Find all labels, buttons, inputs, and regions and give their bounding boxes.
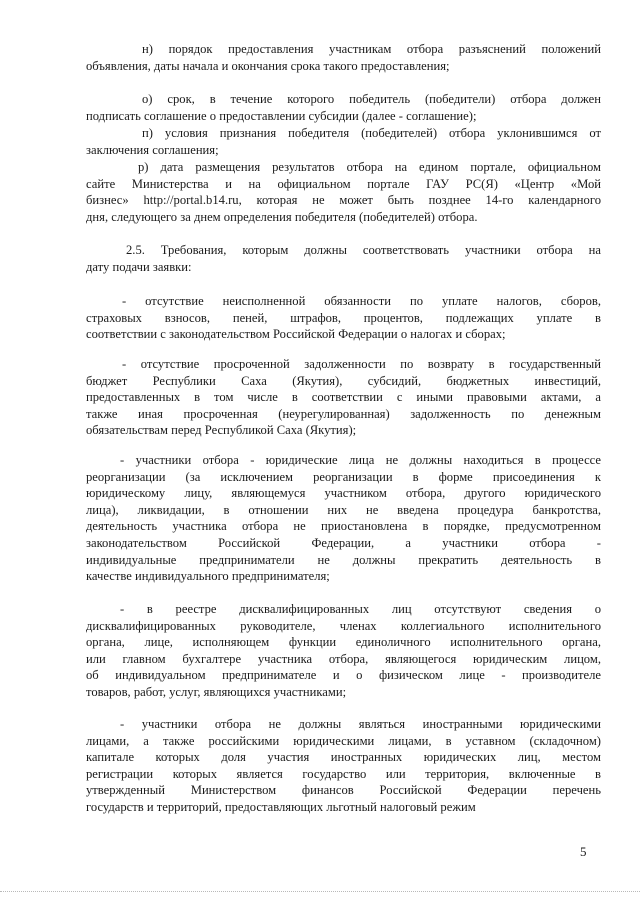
text-line: предоставленных в том числе в соответствии с иными правовыми актами, а (86, 390, 601, 405)
text-line: также иная просроченная (неурегулированная) задолженность по денежным (86, 406, 601, 421)
text-line: законодательством Российской Федерации, а участники отбора - (86, 535, 601, 550)
text-line: сайте Министерства и на официальном портале ГАУ РС(Я) «Центр «Мой (86, 176, 601, 191)
text-line: - отсутствие неисполненной обязанности по уплате налогов, сборов, (122, 294, 601, 308)
text-line: об индивидуальном предпринимателе и о физическом лице - производителе (86, 668, 601, 683)
text-line: реорганизации (за исключением реорганизации в форме присоединения к (86, 469, 601, 484)
text-line: органа, лице, исполняющем функции единоличного исполнительного органа, (86, 635, 601, 650)
text-line: индивидуальные предприниматели не должны прекратить деятельность в (86, 552, 601, 567)
text-line: соответствии с законодательством Российской Федерации о налогах и сборах; (86, 327, 506, 342)
paragraph (86, 716, 601, 816)
paragraph (86, 91, 601, 124)
text-line: подписать соглашение о предоставлении субсидии (далее - соглашение); (86, 108, 477, 123)
text-line: лицами, а также российскими юридическими лицами, в уставном (складочном) (86, 733, 601, 748)
text-line: товаров, работ, услуг, являющихся участниками; (86, 684, 347, 699)
text-line: п) условия признания победителя (победителей) отбора уклонившимся от (142, 126, 601, 140)
text-line: бюджет Республики Саха (Якутия), субсидий, бюджетных инвестиций, (86, 373, 601, 388)
footer-divider (0, 891, 640, 892)
text-line: - отсутствие просроченной задолженности по возврату в государственный (122, 357, 601, 371)
text-line: государств и территорий, предоставляющих льготный налоговый режим (86, 799, 476, 814)
text-line: - участники отбора не должны являться иностранными юридическими (120, 717, 601, 731)
paragraph (86, 293, 601, 343)
text-line: дня, следующего за днем определения победителя (победителей) отбора. (86, 209, 478, 224)
text-line: обязательствам перед Республикой Саха (Якутия); (86, 423, 357, 438)
text-line: страховых взносов, пеней, штрафов, процентов, подлежащих уплате в (86, 310, 601, 325)
text-line: лица), ликвидации, в отношении них не введена процедура банкротства, (86, 502, 601, 517)
text-line: дату подачи заявки: (86, 259, 192, 274)
text-line: н) порядок предоставления участникам отбора разъяснений положений (142, 42, 601, 56)
text-line: деятельность участника отбора не приостановлена в порядке, предусмотренном (86, 519, 601, 534)
text-line: регистрации которых является государство или территория, включенные в (86, 766, 601, 781)
text-line: р) дата размещения результатов отбора на едином портале, официальном (138, 160, 601, 174)
text-line: о) срок, в течение которого победитель (победители) отбора должен (142, 92, 601, 106)
paragraph (86, 601, 601, 701)
text-line: - участники отбора - юридические лица не должны находиться в процессе (120, 453, 601, 467)
text-line: 2.5. Требования, которым должны соответствовать участники отбора на (126, 243, 601, 257)
paragraph (86, 452, 601, 585)
text-line: юридическому лицу, являющемуся участником отбора, другого юридического (86, 486, 601, 501)
text-line: утвержденный Министерством финансов Российской Федерации перечень (86, 783, 601, 798)
text-line: капитале которых доля участия иностранных юридических лиц, местом (86, 750, 601, 765)
paragraph (86, 242, 601, 275)
paragraph (86, 159, 601, 225)
text-line: заключения соглашения; (86, 142, 219, 157)
paragraph (86, 41, 601, 74)
paragraph (86, 356, 601, 439)
page-number: 5 (580, 844, 587, 859)
text-line: - в реестре дисквалифицированных лиц отсутствуют сведения о (120, 602, 601, 616)
text-line: качестве индивидуального предпринимателя; (86, 569, 330, 584)
text-line: бизнес» http://portal.b14.ru, которая не может быть позднее 14-го календарного (86, 193, 601, 208)
text-line: или главном бухгалтере участника отбора, являющегося юридическим лицом, (86, 651, 601, 666)
text-line: дисквалифицированных руководителе, членах коллегиального исполнительного (86, 618, 601, 633)
paragraph (86, 125, 601, 158)
text-line: объявления, даты начала и окончания срока такого предоставления; (86, 58, 450, 73)
